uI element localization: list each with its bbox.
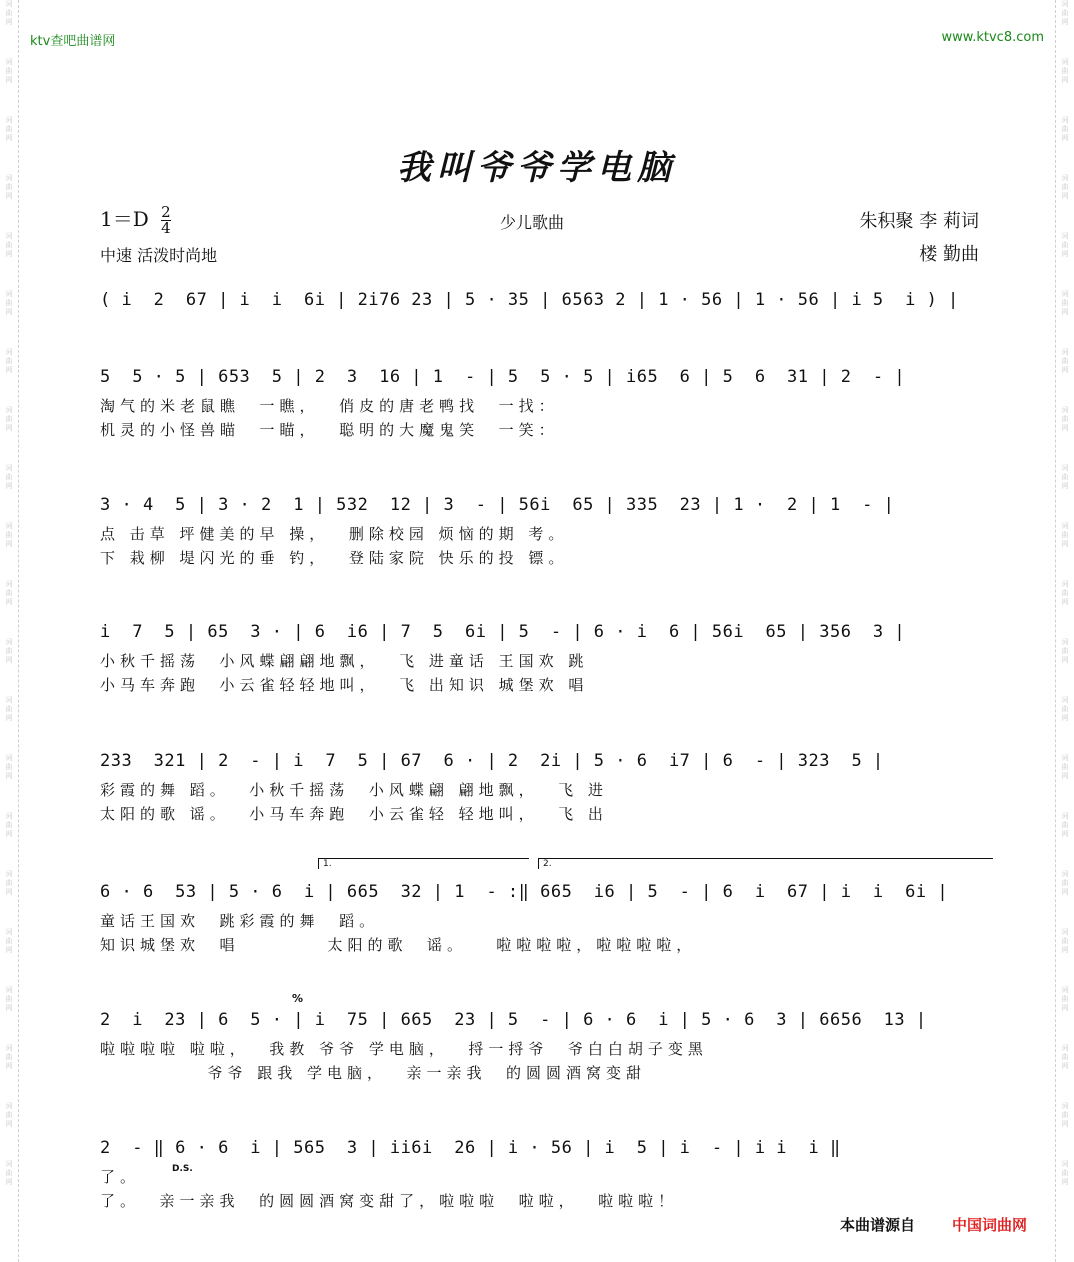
lyric-verse-1: 彩霞的舞 蹈。 小秋千摇荡 小风蝶翩 翩地飘， 飞 进 bbox=[100, 781, 608, 799]
margin-watermark: 词 曲 网 bbox=[1061, 522, 1069, 548]
notes-line: 233 321 | 2 - | i 7 5 | 67 6 · | 2 2i | 5 · 6 i7 | 6 - | 323 5 | bbox=[100, 751, 884, 771]
lyric-verse-1: 啦啦啦啦 啦啦， 我教 爷爷 学电脑， 捋一捋爷 爷白白胡子变黑 bbox=[100, 1040, 708, 1058]
margin-watermark: 词 曲 网 bbox=[5, 290, 13, 316]
margin-watermark: 词 曲 网 bbox=[5, 58, 13, 84]
notes-line: i 7 5 | 65 3 · | 6 i6 | 7 5 6i | 5 - | 6 · i 6 | 56i 65 | 356 3 | bbox=[100, 622, 906, 642]
score-system-6 bbox=[100, 1010, 979, 1086]
meter-bottom: 4 bbox=[161, 219, 171, 237]
lyric-verse-1: 淘气的米老鼠瞧 一瞧， 俏皮的唐老鸭找 一找： bbox=[100, 397, 559, 415]
margin-watermark: 词 曲 网 bbox=[1061, 696, 1069, 722]
notes-line: 3 · 4 5 | 3 · 2 1 | 532 12 | 3 - | 56i 65 | 335 23 | 1 · 2 | 1 - | bbox=[100, 495, 895, 515]
lyric-verse-2: 知识城堡欢 唱 太阳的歌 谣。 啦啦啦啦，啦啦啦啦， bbox=[100, 936, 697, 954]
right-watermark-column bbox=[1056, 0, 1074, 1262]
margin-watermark: 词 曲 网 bbox=[1061, 232, 1069, 258]
margin-watermark: 词 曲 网 bbox=[1061, 464, 1069, 490]
left-margin-strip bbox=[0, 0, 19, 1262]
margin-watermark: 词 曲 网 bbox=[1061, 1044, 1069, 1070]
margin-watermark: 词 曲 网 bbox=[5, 1044, 13, 1070]
margin-watermark: 词 曲 网 bbox=[1061, 812, 1069, 838]
score-system-2 bbox=[100, 495, 979, 571]
lyric-verse-2: 爷爷 跟我 学电脑， 亲一亲我 的圆圆酒窝变甜 bbox=[100, 1064, 647, 1082]
meter-top: 2 bbox=[161, 203, 171, 221]
margin-watermark: 词 曲 网 bbox=[1061, 0, 1069, 26]
score-system-3 bbox=[100, 622, 979, 698]
margin-watermark: 词 曲 网 bbox=[5, 348, 13, 374]
lyric-verse-2: 小马车奔跑 小云雀轻轻地叫， 飞 出知识 城堡欢 唱 bbox=[100, 676, 589, 694]
volta-second-ending: 2. bbox=[538, 858, 993, 869]
margin-watermark: 词 曲 网 bbox=[1061, 348, 1069, 374]
key-label: 1＝D bbox=[100, 207, 149, 231]
genre-label: 少儿歌曲 bbox=[500, 213, 565, 232]
right-margin-strip bbox=[1055, 0, 1074, 1262]
song-title: 我叫爷爷学电脑 bbox=[397, 148, 677, 188]
score-system-1 bbox=[100, 367, 979, 443]
notes-line: 2 i 23 | 6 5 · | i 75 | 665 23 | 5 - | 6 · 6 i | 5 · 6 3 | 6656 13 | bbox=[100, 1010, 927, 1030]
tempo-marking: 中速 活泼时尚地 bbox=[100, 246, 218, 265]
margin-watermark: 词 曲 网 bbox=[1061, 1102, 1069, 1128]
intro-system bbox=[100, 290, 979, 318]
margin-watermark: 词 曲 网 bbox=[1061, 638, 1069, 664]
site-name-header: ktv查吧曲谱网 bbox=[30, 34, 116, 49]
margin-watermark: 词 曲 网 bbox=[5, 0, 13, 26]
margin-watermark: 词 曲 网 bbox=[1061, 290, 1069, 316]
volta-first-ending: 1. bbox=[318, 858, 529, 869]
dal-segno-mark: D.S. bbox=[172, 1164, 193, 1174]
margin-watermark: 词 曲 网 bbox=[5, 522, 13, 548]
lyric-verse-2: 太阳的歌 谣。 小马车奔跑 小云雀轻 轻地叫， 飞 出 bbox=[100, 805, 608, 823]
margin-watermark: 词 曲 网 bbox=[1061, 406, 1069, 432]
segno-sign: % bbox=[292, 992, 304, 1005]
margin-watermark: 词 曲 网 bbox=[1061, 1160, 1069, 1186]
left-watermark-column bbox=[0, 0, 18, 1262]
score-system-4 bbox=[100, 751, 979, 827]
margin-watermark: 词 曲 网 bbox=[1061, 174, 1069, 200]
score-system-5 bbox=[100, 882, 979, 958]
margin-watermark: 词 曲 网 bbox=[5, 986, 13, 1012]
margin-watermark: 词 曲 网 bbox=[5, 464, 13, 490]
margin-watermark: 词 曲 网 bbox=[5, 754, 13, 780]
margin-watermark: 词 曲 网 bbox=[5, 406, 13, 432]
lyric-verse-1: 小秋千摇荡 小风蝶翩翩地飘， 飞 进童话 王国欢 跳 bbox=[100, 652, 589, 670]
margin-watermark: 词 曲 网 bbox=[1061, 754, 1069, 780]
notes-line: 6 · 6 53 | 5 · 6 i | 665 32 | 1 - :‖ 665 i6 | 5 - | 6 i 67 | i i 6i | bbox=[100, 882, 949, 902]
composer-credit: 楼 勤曲 bbox=[919, 244, 979, 265]
margin-watermark: 词 曲 网 bbox=[1061, 986, 1069, 1012]
margin-watermark: 词 曲 网 bbox=[1061, 870, 1069, 896]
lyric-verse-1: 了。 bbox=[100, 1168, 141, 1186]
key-signature bbox=[100, 203, 171, 236]
time-signature bbox=[161, 205, 171, 236]
lyric-verse-2: 下 栽柳 堤闪光的垂 钓， 登陆家院 快乐的投 镖。 bbox=[100, 549, 569, 567]
margin-watermark: 词 曲 网 bbox=[5, 580, 13, 606]
margin-watermark: 词 曲 网 bbox=[5, 812, 13, 838]
margin-watermark: 词 曲 网 bbox=[5, 174, 13, 200]
site-url-header: www.ktvc8.com bbox=[941, 30, 1044, 45]
margin-watermark: 词 曲 网 bbox=[1061, 580, 1069, 606]
lyric-verse-1: 童话王国欢 跳彩霞的舞 蹈。 bbox=[100, 912, 380, 930]
margin-watermark: 词 曲 网 bbox=[5, 696, 13, 722]
margin-watermark: 词 曲 网 bbox=[5, 232, 13, 258]
margin-watermark: 词 曲 网 bbox=[1061, 928, 1069, 954]
margin-watermark: 词 曲 网 bbox=[5, 1160, 13, 1186]
lyricist-credit: 朱积聚 李 莉词 bbox=[859, 211, 979, 232]
margin-watermark: 词 曲 网 bbox=[5, 928, 13, 954]
margin-watermark: 词 曲 网 bbox=[5, 1102, 13, 1128]
source-site-name: 中国词曲网 bbox=[952, 1216, 1028, 1234]
notes-line: 5 5 · 5 | 653 5 | 2 3 16 | 1 - | 5 5 · 5 | i65 6 | 5 6 31 | 2 - | bbox=[100, 367, 906, 387]
lyric-verse-2: 机灵的小怪兽瞄 一瞄， 聪明的大魔鬼笑 一笑： bbox=[100, 421, 559, 439]
margin-watermark: 词 曲 网 bbox=[5, 638, 13, 664]
lyric-verse-1: 点 击草 坪健美的早 操， 删除校园 烦恼的期 考。 bbox=[100, 525, 569, 543]
margin-watermark: 词 曲 网 bbox=[5, 870, 13, 896]
notes-line: 2 - ‖ 6 · 6 i | 565 3 | ii6i 26 | i · 56 | i 5 | i - | i i i ‖ bbox=[100, 1138, 841, 1158]
margin-watermark: 词 曲 网 bbox=[5, 116, 13, 142]
lyric-verse-2: 了。 亲一亲我 的圆圆酒窝变甜了，啦啦啦 啦啦， 啦啦啦！ bbox=[100, 1192, 679, 1210]
margin-watermark: 词 曲 网 bbox=[1061, 58, 1069, 84]
score-system-7 bbox=[100, 1138, 979, 1214]
margin-watermark: 词 曲 网 bbox=[1061, 116, 1069, 142]
source-label: 本曲谱源自 bbox=[840, 1216, 916, 1234]
intro-notes: ( i 2 67 | i i 6i | 2i76 23 | 5 · 35 | 6563 2 | 1 · 56 | 1 · 56 | i 5 i ) | bbox=[100, 290, 959, 310]
